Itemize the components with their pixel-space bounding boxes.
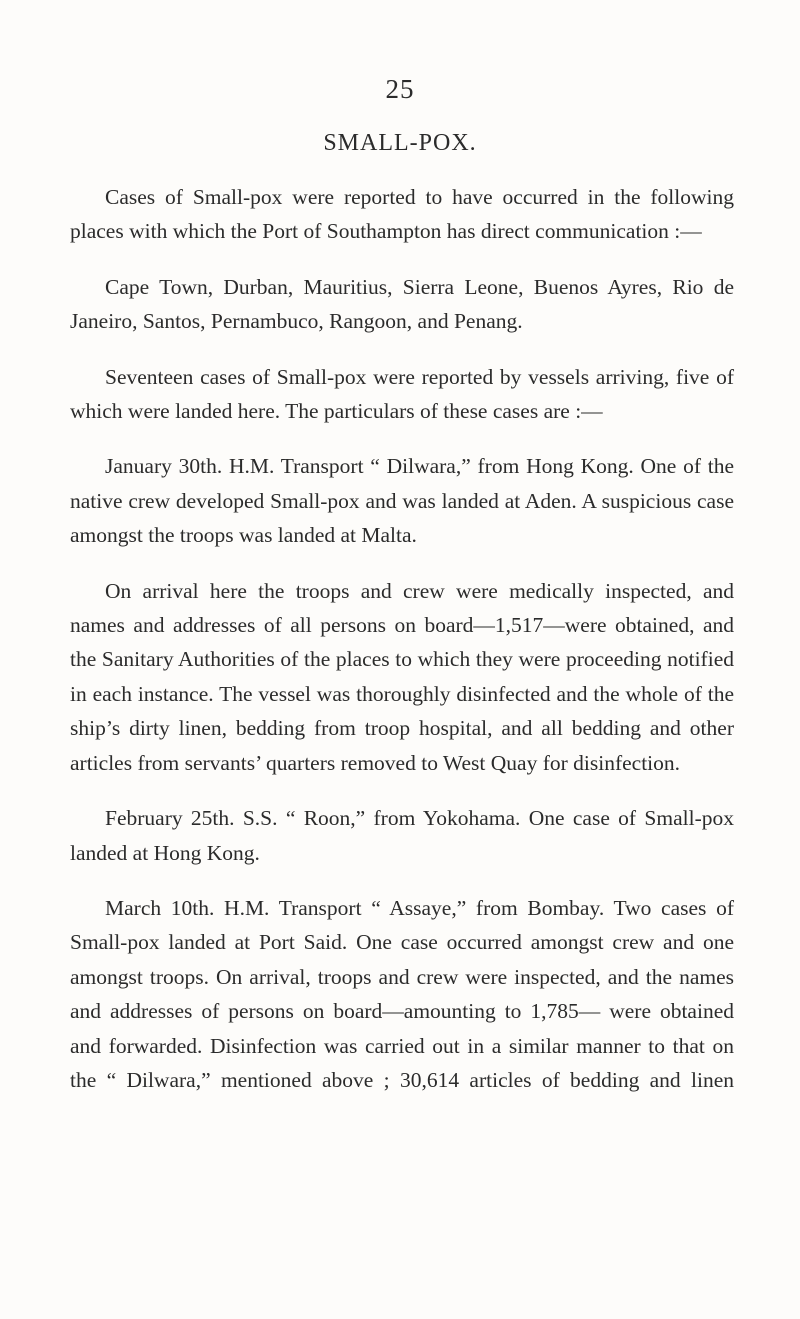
paragraph-roon: February 25th. S.S. “ Roon,” from Yokohama. One case of Small-pox landed at Hong Kong. <box>70 806 734 865</box>
body-text <box>70 180 734 1118</box>
paragraph-dilwara: January 30th. H.M. Transport “ Dilwara,” from Hong Kong. One of the native crew developed Small-pox and was landed at Aden. A suspicious case amongst the troops was landed at Malta. <box>70 454 734 548</box>
paragraph-seventeen-cases: Seventeen cases of Small-pox were reported by vessels arriving, five of which were landed here. The particulars of these cases are :— <box>70 364 734 424</box>
page-number: 25 <box>385 74 415 104</box>
paragraph-assaye: March 10th. H.M. Transport “ Assaye,” from Bombay. Two cases of Small-pox landed at Port Said. One case occurred amongst crew and one amongst troops. On arrival, troops and crew were inspected, and the names and addresses of persons on board—amounting to 1,785— were obtained and forwarded. Disinfection was carried out in a similar manner to that on the “ Dilwara,” mentioned above ; 30,614 articles of bedding and linen <box>70 895 734 1092</box>
paragraph-places: Cape Town, Durban, Mauritius, Sierra Leone, Buenos Ayres, Rio de Janeiro, Santos, Pernambuco, Rangoon, and Penang. <box>70 274 734 334</box>
page-title: SMALL-POX. <box>323 130 477 156</box>
paragraph-intro: Cases of Small-pox were reported to have occurred in the following places with which the Port of Southampton has direct communication :— <box>70 185 734 244</box>
paragraph-on-arrival: On arrival here the troops and crew were medically inspected, and names and addresses of all persons on board—1,517—were obtained, and the Sanitary Authorities of the places to which they were proceeding notified in each instance. The vessel was thoroughly disinfected and the whole of the ship’s dirty linen, bedding from troop hospital, and all bedding and other articles from servants’ quarters removed to West Quay for disinfection. <box>70 578 734 775</box>
